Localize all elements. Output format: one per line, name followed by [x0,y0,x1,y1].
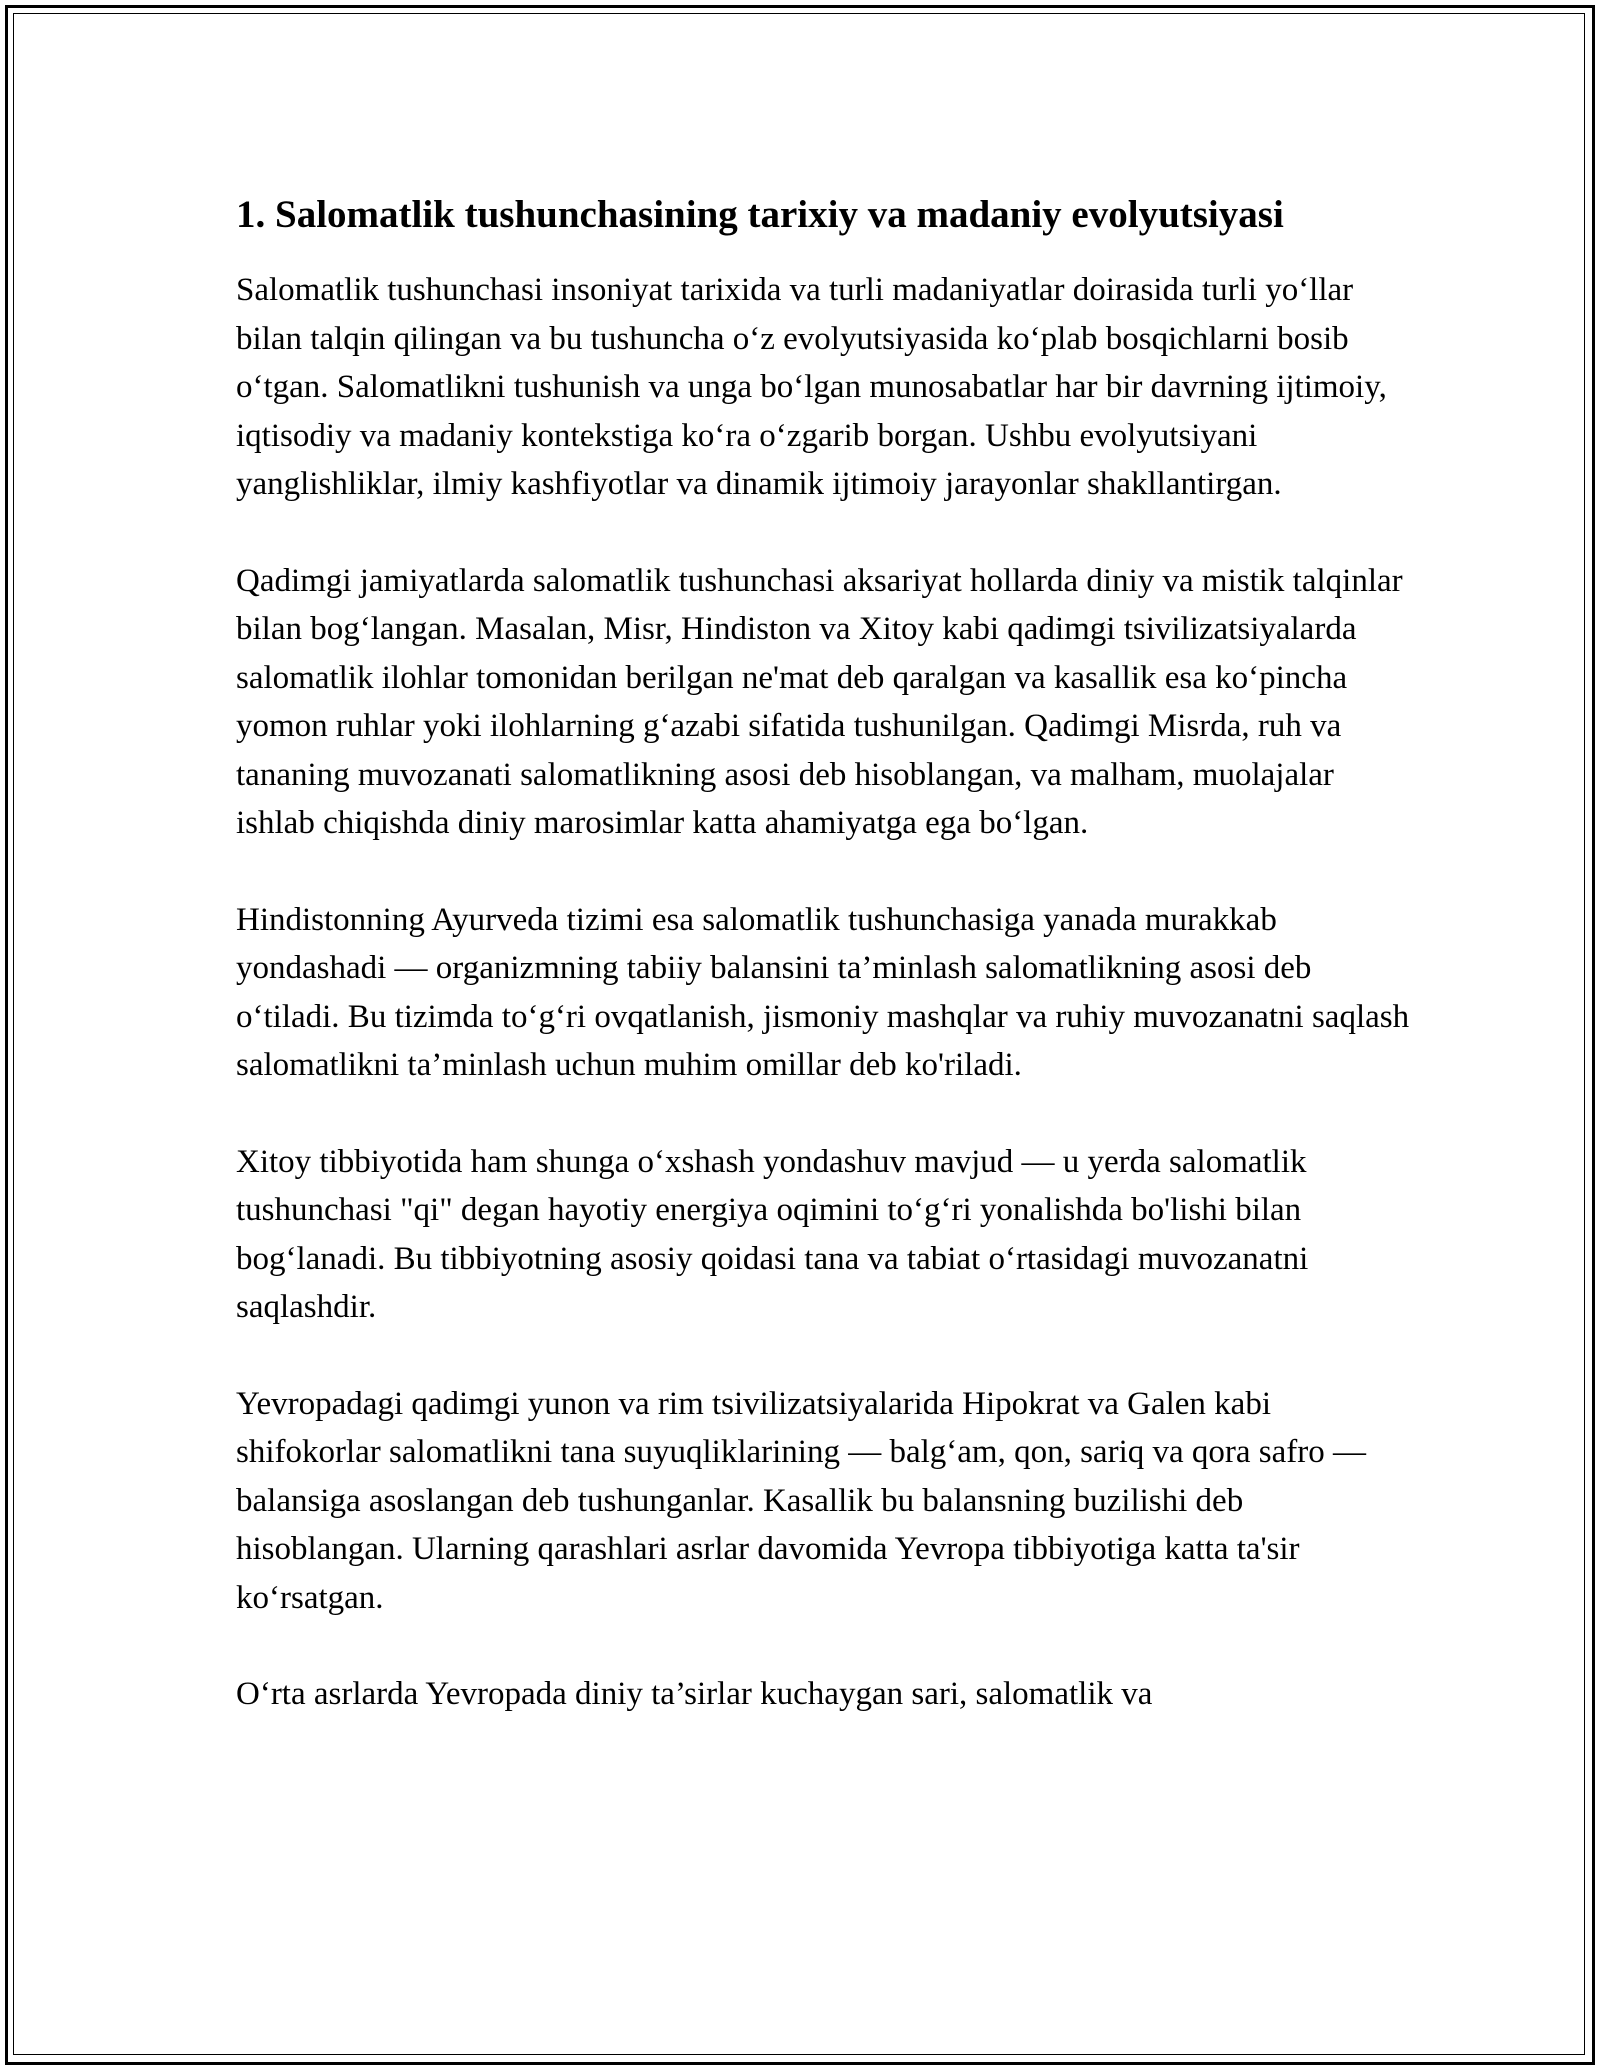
paragraph-4: Xitoy tibbiyotida ham shunga o‘xshash yondashuv mavjud — u yerda salomatlik tushunchasi "qi" degan hayotiy energiya oqimini to‘g‘ri yonalishda bo'lishi bilan bog‘lanadi. Bu tibbiyotning asosiy qoidasi tana va tabiat o‘rtasidagi muvozanatni saqlashdir. [236,1143,1309,1325]
section-heading: 1. Salomatlik tushunchasining tarixiy va madaniy evolyutsiyasi [236,193,1284,236]
paragraph-5: Yevropadagi qadimgi yunon va rim tsivilizatsiyalarida Hipokrat va Galen kabi shifokorlar salomatlikni tana suyuqliklarining — balg‘am, qon, sariq va qora safro — balansiga asoslangan deb tushunganlar. Kasallik bu balansning buzilishi deb hisoblangan. Ularning qarashlari asrlar davomida Yevropa tibbiyotiga katta ta'sir ko‘rsatgan. [236,1385,1366,1616]
paragraph-2: Qadimgi jamiyatlarda salomatlik tushunchasi aksariyat hollarda diniy va mistik talqinlar bilan bog‘langan. Masalan, Misr, Hindiston va Xitoy kabi qadimgi tsivilizatsiyalarda salomatlik ilohlar tomonidan berilgan ne'mat deb qaralgan va kasallik esa ko‘pincha yomon ruhlar yoki ilohlarning g‘azabi sifatida tushunilgan. Qadimgi Misrda, ruh va tananing muvozanati salomatlikning asosi deb hisoblangan, va malham, muolajalar ishlab chiqishda diniy marosimlar katta ahamiyatga ega bo‘lgan. [236,562,1403,841]
paragraph-3: Hindistonning Ayurveda tizimi esa salomatlik tushunchasiga yanada murakkab yondashadi — organizmning tabiiy balansini ta’minlash salomatlikning asosi deb o‘tiladi. Bu tizimda to‘g‘ri ovqatlanish, jismoniy mashqlar va ruhiy muvozanatni saqlash salomatlikni ta’minlash uchun muhim omillar deb ko'riladi. [236,901,1410,1083]
paragraph-6: O‘rta asrlarda Yevropada diniy ta’sirlar kuchaygan sari, salomatlik va [236,1676,1153,1712]
document-body [236,188,1416,1767]
paragraph-1: Salomatlik tushunchasi insoniyat tarixida va turli madaniyatlar doirasida turli yo‘llar bilan talqin qilingan va bu tushuncha o‘z evolyutsiyasida ko‘plab bosqichlarni bosib o‘tgan. Salomatlikni tushunish va unga bo‘lgan munosabatlar har bir davrning ijtimoiy, iqtisodiy va madaniy kontekstiga ko‘ra o‘zgarib borgan. Ushbu evolyutsiyani yanglishliklar, ilmiy kashfiyotlar va dinamik ijtimoiy jarayonlar shakllantirgan. [236,272,1387,502]
